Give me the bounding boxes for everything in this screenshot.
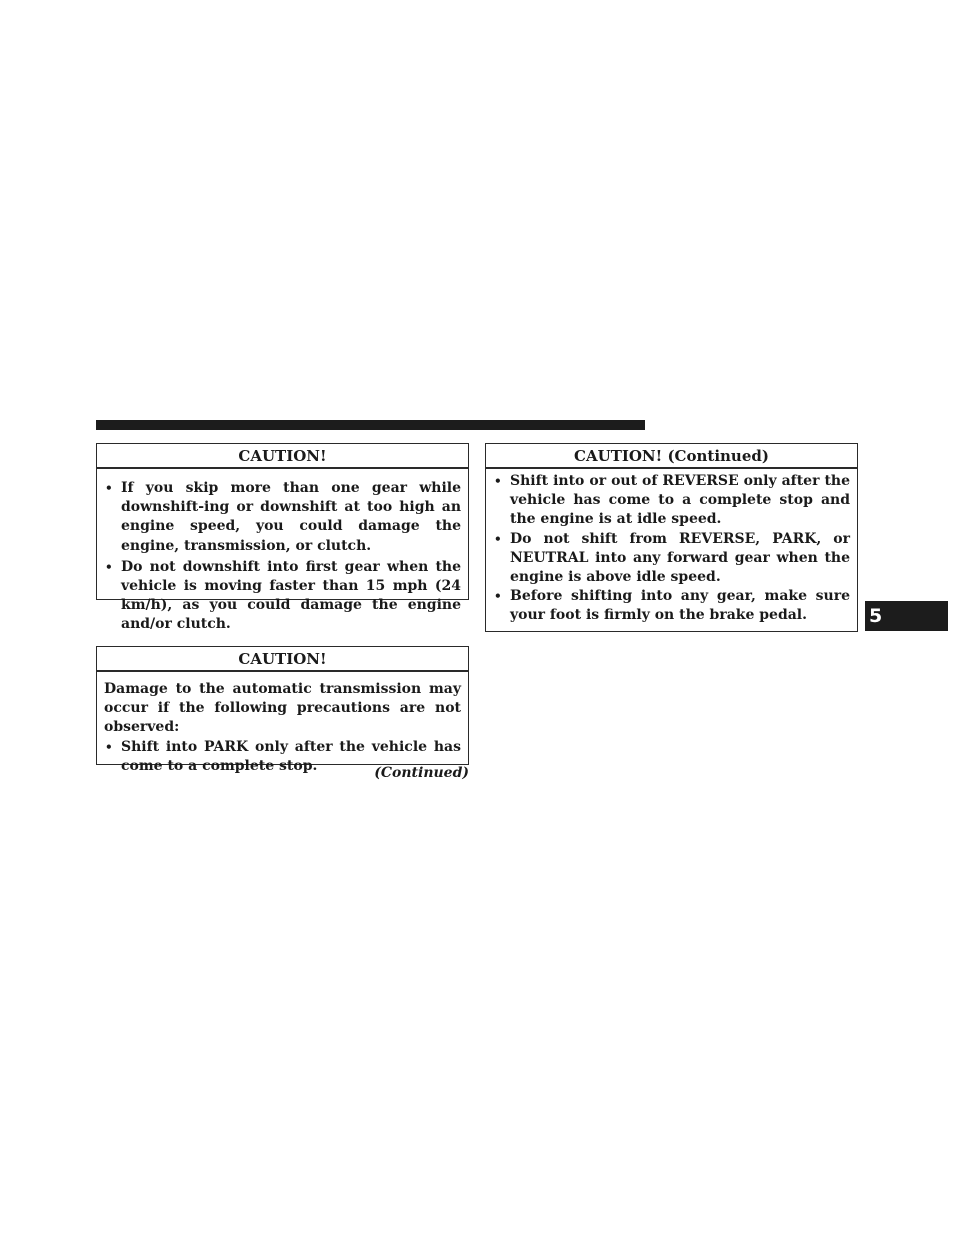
continued-note: (Continued) [374,765,469,781]
caution-body [486,469,857,626]
caution-body [97,672,468,776]
list-item-text: Shift into PARK only after the vehicle has come to a complete stop. [121,738,461,774]
section-tab: 5 [865,601,948,631]
list-item [493,472,850,530]
caution-list [493,472,850,626]
caution-list [104,479,461,635]
list-item-text: Do not downshift into first gear when the vehicle is moving faster than 15 mph (24 km/h), as you could damage the engine and/or clutch. [121,558,461,633]
list-item [493,587,850,625]
list-item-text: If you skip more than one gear while downshift-ing or downshift at too high an engine speed, you could damage the engine, transmission, or clutch. [121,480,461,554]
list-item-text: Before shifting into any gear, make sure your foot is firmly on the brake pedal. [510,588,850,624]
caution-intro: Damage to the automatic transmission may occur if the following precautions are not observed: [104,681,461,736]
bullet-icon: • [494,474,502,488]
caution-title: CAUTION! [97,647,468,672]
bullet-icon: • [105,739,113,754]
list-item-text: Shift into or out of REVERSE only after the vehicle has come to a complete stop and the engine is at idle speed. [510,473,850,528]
list-item [104,558,461,635]
list-item-text: Do not shift from REVERSE, PARK, or NEUTRAL into any forward gear when the engine is above idle speed. [510,530,850,586]
caution-box-downshift [96,443,469,633]
bullet-icon: • [494,531,502,546]
caution-body [97,469,468,635]
caution-title: CAUTION! (Continued) [486,444,857,469]
header-rule [96,420,645,430]
caution-box-continued [485,443,858,632]
bullet-icon: • [494,589,502,604]
list-item [493,530,850,588]
bullet-icon: • [105,481,113,495]
list-item [104,479,461,556]
bullet-icon: • [105,559,113,574]
caution-title: CAUTION! [97,444,468,469]
